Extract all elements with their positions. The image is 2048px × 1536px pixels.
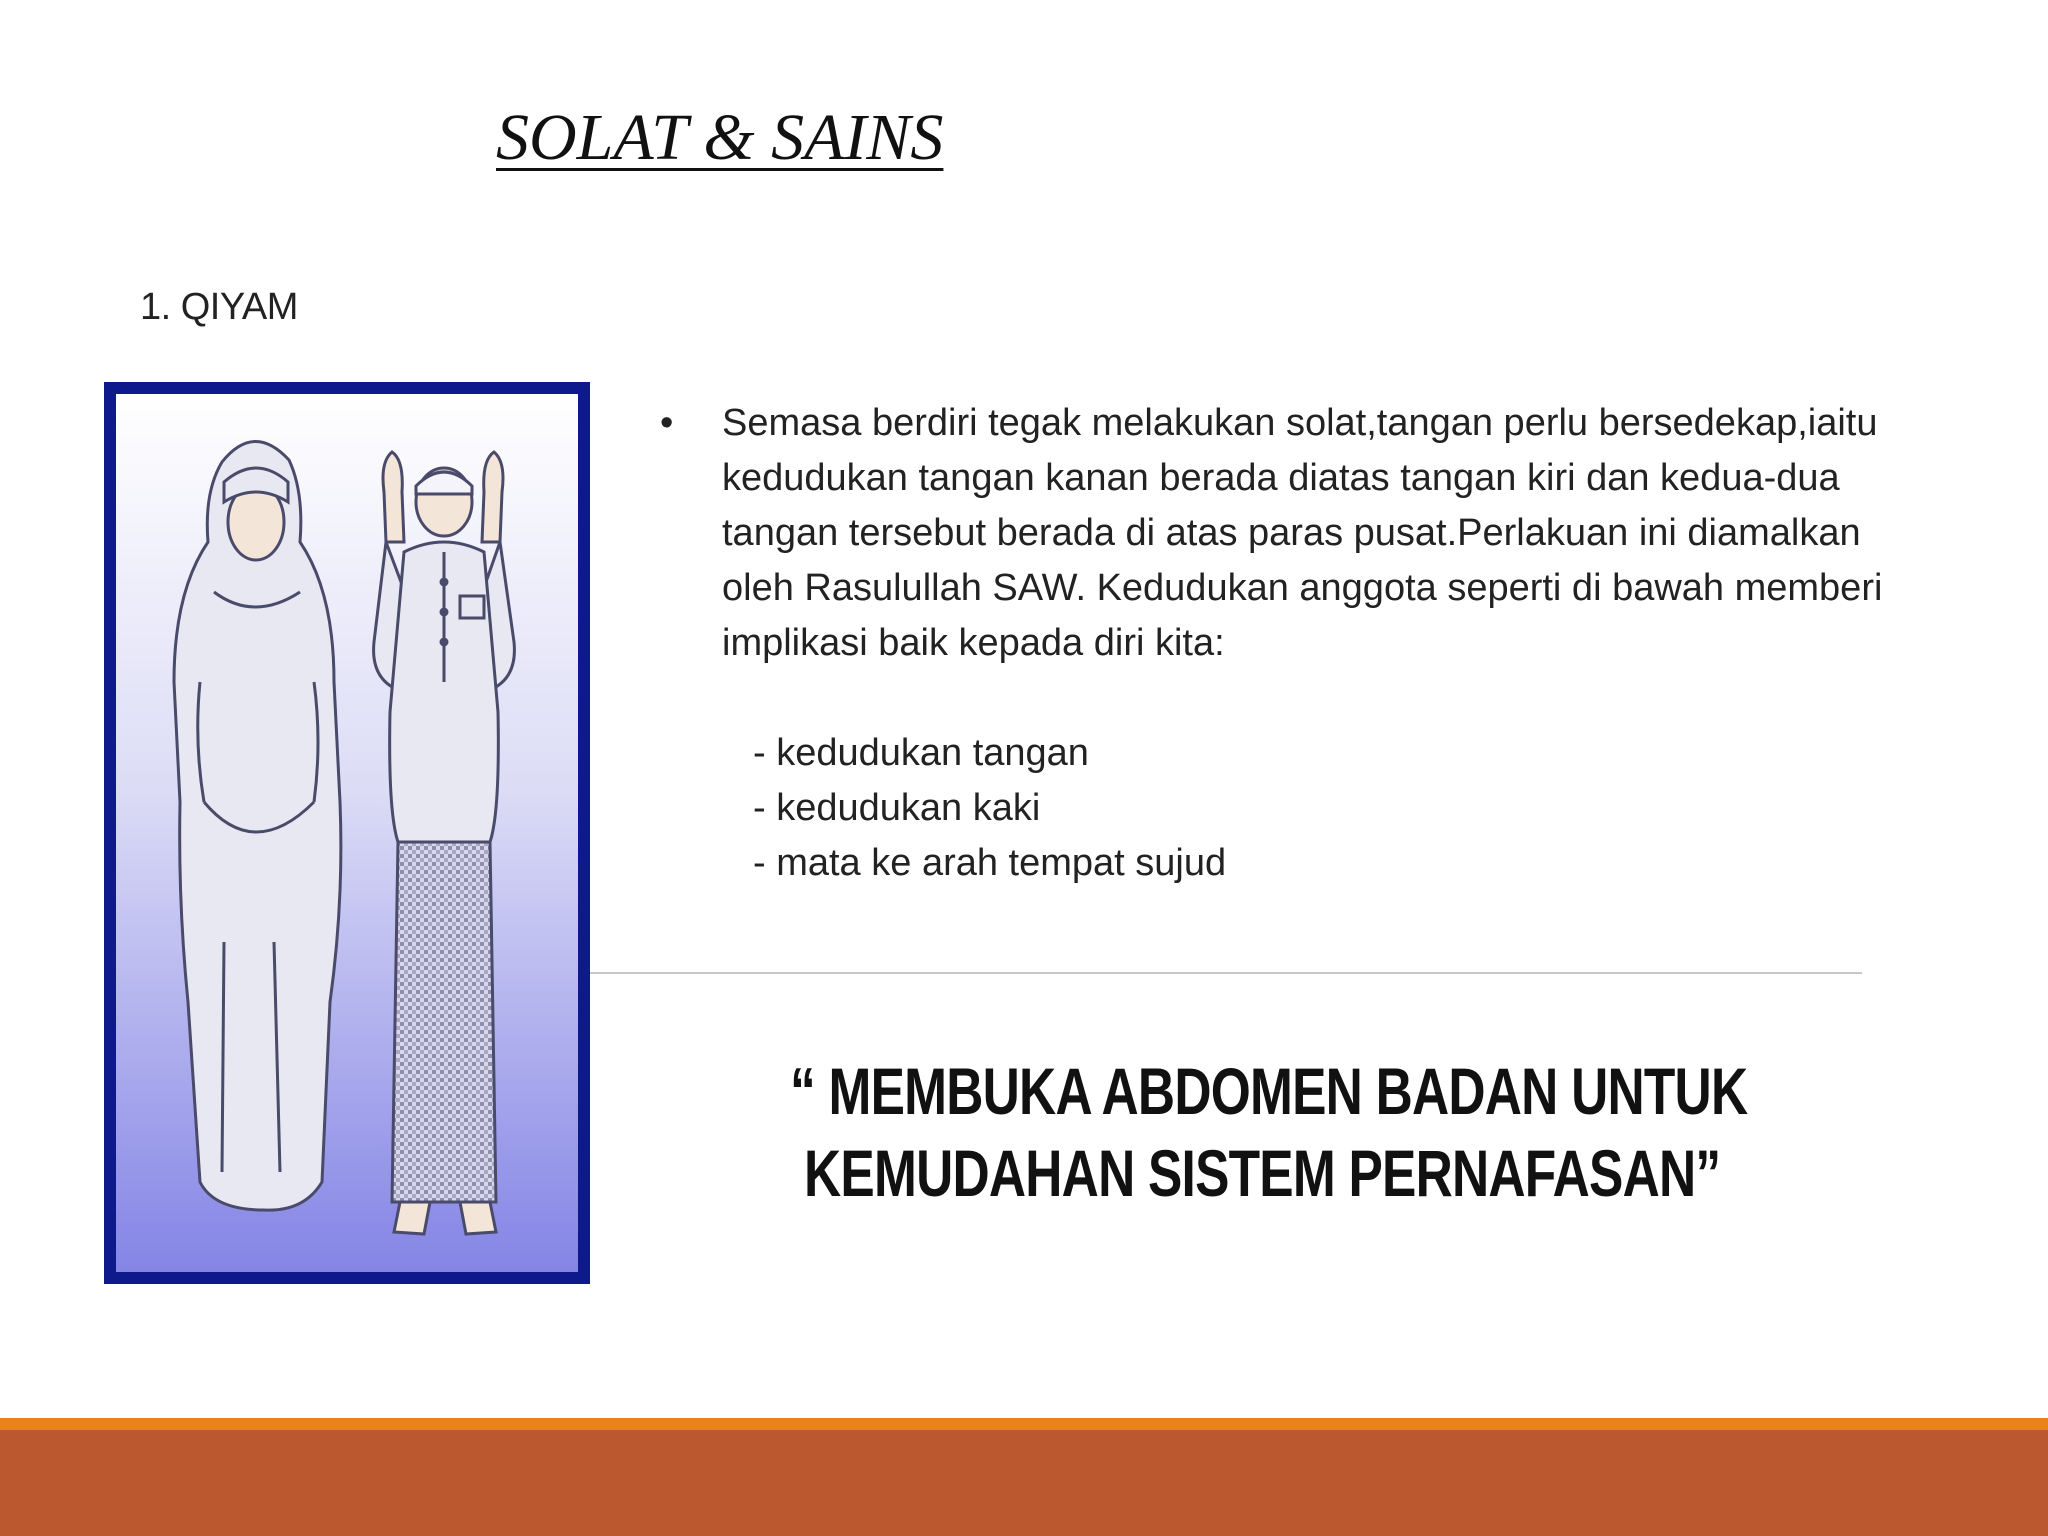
sub-item-eye-direction: - mata ke arah tempat sujud bbox=[753, 842, 1227, 884]
highlight-quote bbox=[790, 1050, 1748, 1214]
sub-item-hand-position: - kedudukan tangan bbox=[753, 732, 1089, 774]
quote-line-1: “ MEMBUKA ABDOMEN BADAN UNTUK bbox=[790, 1054, 1748, 1128]
bullet-paragraph: Semasa berdiri tegak melakukan solat,tangan perlu bersedekap,iaitu kedudukan tangan kanan berada diatas tangan kiri dan kedua-dua tangan tersebut berada di atas paras pusat.Perlakuan ini diamalkan oleh Rasulullah SAW. Kedudukan anggota seperti di bawah memberi implikasi baik kepada diri kita: bbox=[722, 402, 1883, 664]
section-heading: 1. QIYAM bbox=[140, 286, 298, 328]
horizontal-divider bbox=[590, 972, 1862, 974]
slide-title: SOLAT & SAINS bbox=[496, 101, 944, 174]
bullet-item bbox=[656, 396, 1906, 671]
bullet-list bbox=[656, 396, 1906, 891]
bullet-marker: • bbox=[660, 402, 674, 444]
quote-line-2: KEMUDAHAN SISTEM PERNAFASAN” bbox=[804, 1136, 1721, 1210]
footer-accent-strip bbox=[0, 1418, 2048, 1430]
sub-item-list bbox=[753, 726, 1906, 891]
qiyam-illustration bbox=[104, 382, 590, 1284]
footer-bar bbox=[0, 1430, 2048, 1536]
sub-item-foot-position: - kedudukan kaki bbox=[753, 787, 1041, 829]
